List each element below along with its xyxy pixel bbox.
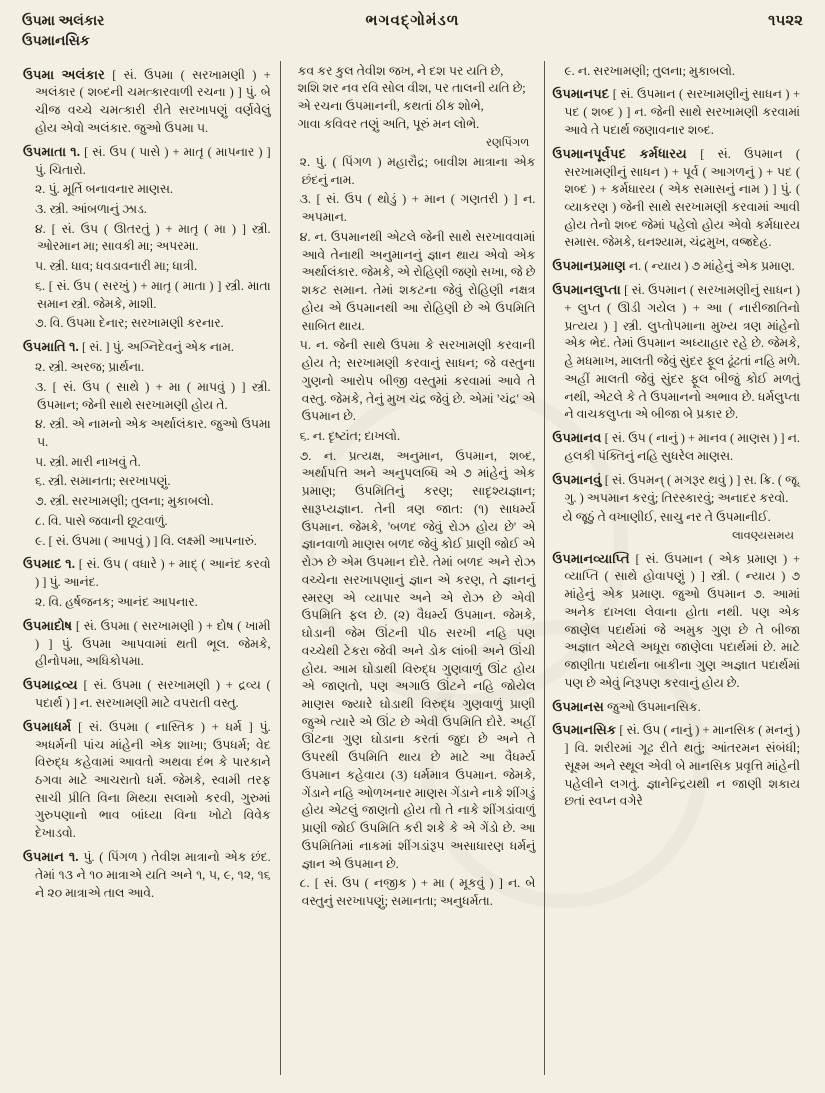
entry-text: [ સં. ઉપ ( પાસે ) + માતૃ ( માપનાર ) ] પું. ચિતારો. xyxy=(35,144,271,177)
column-2 xyxy=(280,61,545,1075)
verse-attribution: લાવણ્યસમય xyxy=(732,530,795,543)
verse xyxy=(552,509,800,527)
dictionary-entry xyxy=(23,848,271,902)
entry-text: [ સં. ઉપ ( વધારે ) + માદ્ ( આનંદ કરવો ) ] પું. આનંદ. xyxy=(35,557,271,590)
verse xyxy=(288,63,536,134)
entry-text: ૫. ન. જેની સાથે ઉપમા કે સરખામણી કરવાની હોય તે; સરખામણી કરવાનું સાધન; જે વસ્તુના ગુણનો આરોપ બીજી વસ્તુમાં કરવામાં આવે તે વસ્તુ. જેમકે, તેનું મુખ ચંદ્ર જેવું છે. એમાં 'ચંદ્ર' એ ઉપમાન છે. xyxy=(299,338,536,424)
dictionary-entry xyxy=(23,143,271,180)
verse-line: યે જૂઠું તે વખાણીઈ, સાચુ નર તે ઉપમાનીઈ. xyxy=(562,510,771,525)
entry-text: [ સં. ઉપમા ( સરખામણી ) + અલંકાર ( શબ્દની ચમત્કારવાળી રચના ) ] પું. બે ચીજ વચ્ચે ચમત્કારી રીતે સરખાપણું વર્ણવેલું હોય એવો અલંકાર. જુઓ ઉપમા ૫. xyxy=(35,67,271,135)
entry-text: [ સં. ] પું. અગ્નિદેવનું એક નામ. xyxy=(81,340,234,355)
headword: ઉપમાનવું xyxy=(552,471,602,487)
dictionary-entry xyxy=(23,555,271,592)
headword: ઉપમા અલંકાર xyxy=(23,66,105,82)
dictionary-entry xyxy=(23,617,271,671)
running-head xyxy=(22,12,366,53)
sense-paragraph xyxy=(23,221,271,256)
sense-paragraph xyxy=(288,337,536,426)
headword: ઉપમાનપ્રમાણ xyxy=(552,258,626,274)
entry-text: [ સં. ઉપમા ( સરખામણી ) + દ્રવ્ય ( પદાર્થ ) ] ન. સરખામણી માટે વપરાતી વસ્તુ. xyxy=(35,678,271,710)
entry-text: ૩. [ સં. ઉપ ( સાથે ) + મા ( માપવું ) ] સ્ત્રી. ઉપમાન; જેની સાથે સરખામણી હોય તે. xyxy=(35,379,271,412)
sense-paragraph xyxy=(23,454,271,472)
entry-text: [ સં. ઉપમાન ( સરખામણીનું સાધન ) + પદ ( શબ્દ ) ] ન. જેની સાથે સરખામણી કરવામાં આવે તે પદાર્થ જણાવનાર શબ્દ. xyxy=(564,87,801,137)
entry-text: જુઓ ઉપમાનસિક. xyxy=(607,699,701,714)
sense-paragraph xyxy=(23,493,271,511)
sense-paragraph xyxy=(288,191,536,226)
dictionary-entry xyxy=(552,721,800,811)
dictionary-entry xyxy=(552,698,800,717)
columns xyxy=(0,55,825,1085)
entry-text: પું. ( પિંગળ ) તેવીશ માત્રાનો એક છંદ. તેમાં ૧૩ ને ૧૦ માત્રાએ યતિ અને ૧, ૫, ૯, ૧૨, ૧૬ ને ૨૦ માત્રાએ તાલ આવે. xyxy=(35,849,271,900)
dictionary-entry xyxy=(552,471,800,508)
sense-paragraph xyxy=(552,63,800,81)
sense-paragraph xyxy=(288,428,536,446)
headword: ઉપમાનલુપ્તા xyxy=(552,282,621,298)
entry-text: ૫. સ્ત્રી. મારી નાખવું તે. xyxy=(35,454,141,469)
entry-text: ૮. [ સં. ઉપ ( નજીક ) + મા ( મૂકવું ) ] ન. બે વસ્તુનું સરખાપણું; સમાનતા; અનુધર્મતા. xyxy=(299,876,536,909)
sense-paragraph xyxy=(23,513,271,531)
sense-paragraph xyxy=(23,201,271,219)
entry-text: [ સં. ઉપમન્ ( મગરૂર થવું ) ] સ. ક્રિ. ( જૂ. ગુ. ) અપમાન કરવું; તિરસ્કારવું; અનાદર કરવો. xyxy=(564,472,801,505)
entry-text: ૩. સ્ત્રી. આંબળાનું ઝાડ. xyxy=(35,202,147,217)
verse-attribution: રણપિંગળ xyxy=(485,136,530,149)
entry-text: [ સં. ઉપ ( નાનું ) + માનસિક ( મનનું ) ] વિ. શરીરમાં ગૂઢ રીતે થતું; આંતરમન સંબંધી; સૂક્ષ્મ અને સ્થૂલ એવી બે માનસિક પ્રવૃત્તિ માંહેની પહેલીને લગતું. જ્ઞાનેન્દ્રિયથી ન જાણી શકાય છતાં સ્વપ્ન વગેરે xyxy=(564,723,801,809)
entry-text: ૩. [ સં. ઉપ ( થોડું ) + માન ( ગણતરી ) ] ન. અપમાન. xyxy=(299,192,536,225)
entry-text: [ સં. ઉપમા ( સરખામણી ) + દોષ ( ખામી ) ] પું. ઉપમા આપવામાં થતી ભૂલ. જેમકે, હીનોપમા, અધિકોપમા. xyxy=(35,618,271,669)
dictionary-entry xyxy=(23,66,271,138)
entry-text: ૭. વિ. ઉપમા દેનાર; સરખામણી કરનાર. xyxy=(35,316,224,331)
dictionary-entry xyxy=(552,145,800,253)
column-1 xyxy=(16,61,280,1075)
verse-line: કવ કર કુલ તેવીશ જખ, ને દશ પર યતિ છે, xyxy=(297,63,504,78)
entry-text: ૬. [ સં. ઉપ ( સરખું ) + માતૃ ( માતા ) ] સ્ત્રી. માતા સમાન સ્ત્રી. જેમકે, માશી. xyxy=(35,278,271,311)
headword: ઉપમાતા ૧. xyxy=(23,143,81,159)
dictionary-entry xyxy=(23,676,271,713)
entry-text: [ સં. ઉપ ( નાનું ) + માનવ ( માણસ ) ] ન. હલકી પંક્તિનું નહિ સુધરેલ માણસ. xyxy=(564,431,801,463)
entry-text: ૯. [ સં. ઉપમા ( આપવું ) ] વિ. લક્ષ્મી આપનારું. xyxy=(35,533,257,548)
dictionary-entry xyxy=(23,718,271,843)
entry-text: [ સં. ઉપમાન ( સરખામણીનું સાધન ) + પૂર્વ ( આગળનું ) + પદ ( શબ્દ ) + કર્મધારય ( એક સમાસનું નામ ) ] પું. ( વ્યાકરણ ) જેની સાથે સરખામણી કરવામાં આવી હોય તેનો શબ્દ જેમાં પહેલો હોય એવો કર્મધારય સમાસ. જેમકે, ઘનશ્યામ, ચંદ્રમુખ, વજ્રદેહ. xyxy=(564,146,801,250)
sense-paragraph xyxy=(288,154,536,189)
entry-text: [ સં. ઉપમાન ( એક પ્રમાણ ) + વ્યાપ્તિ ( સાથે હોવાપણું ) ] સ્ત્રી. ( ન્યાય ) ૭ માંહેનું એક પ્રમાણ. જુઓ ઉપમાન ૭. આમાં અનેક દાખલા લેવાના હોતા નથી. પણ એક જાણેલ પદાર્થમાં જે અમુક ગુણ છે તે બીજા અજ્ઞાત એટલે અધૂરા જાણેલા પદાર્થમાં છે. માટે જાણીતા પદાર્થના બાકીના ગુણ અજ્ઞાત પદાર્થમાં પણ છે એવું નિરૂપણ કરવાનું હોય છે. xyxy=(564,551,801,690)
dictionary-entry xyxy=(552,281,800,424)
sense-paragraph xyxy=(288,448,536,874)
entry-text: ૭. ન. પ્રત્યક્ષ, અનુમાન, ઉપમાન, શબ્દ, અર્થાપત્તિ અને અનુપલબ્ધિ એ ૭ માંહેનું એક પ્રમાણ; ઉપમિતિનું કરણ; સાદૃશ્યજ્ઞાન; સારૂપ્યજ્ઞાન. તેની ત્રણ જાત: (૧) સાધર્મ્ય ઉપમાન. જેમકે, 'બળદ જેવું રોઝ હોય છે' એ જ્ઞાનવાળો માણસ બળદ જેવું કોઈ પ્રાણી જોઈ એ રોઝ છે એમ ઉપમાન દોરે. તેમાં બળદ અને રોઝ વચ્ચેના સરખાપણાનું જ્ઞાન એ કરણ, તે જ્ઞાનનું સ્મરણ એ વ્યાપાર અને એ રોઝ છે એવી ઉપમિતિ ફલ છે. (૨) વૈધર્મ્ય ઉપમાન. જેમકે, ઘોડાની જેમ ઊંટની પીઠ સરખી નહિ પણ વચ્ચેથી ટેકરા જેવી અને ડોક લાંબી અને ઊંચી હોય. આમ ઘોડાથી વિરુદ્ધ ગુણવાળું ઊંટ હોય એ જાણતો, પણ અગાઉ ઊંટને નહિ જોયેલ માણસ જ્યારે ઘોડાથી વિરુદ્ધ ગુણવાળું પ્રાણી જુએ ત્યારે એ ઊંટ છે એવી ઉપમિતિ દોરે. અહીં ઊંટના ગુણ ઘોડાના કરતાં જુદા છે અને તે ઉપરથી ઉપમિતિ થાય છે માટે આ વૈધર્મ્ય ઉપમાન કહેવાય (૩) ધર્મમાત્ર ઉપમાન. જેમકે, ગેંડાને નહિ ઓળખનાર માણસ ગેંડાને નાકે શીંગડું હોય એટલું જાણતો હોય તો તે નાકે શીંગડાંવાળું પ્રાણી જોઈ ઉપમિતિ કરી શકે કે એ ગેંડો છે. આ ઉપમિતિમાં નાકમાં શીંગડાંરૂપ અસાધારણ ધર્મનું જ્ઞાન એ ઉપમાન છે. xyxy=(299,448,536,871)
headword: ઉપમાનવ xyxy=(552,430,602,446)
entry-text: [ સં. ઉપમાન ( સરખામણીનું સાધન ) + લુપ્ત ( ઊડી ગયેલ ) + આ ( નારીજાતિનો પ્રત્યય ) ] સ્ત્રી. લુપ્તોપમાના મુખ્ય ત્રણ માંહેનો એક ભેદ. તેમાં ઉપમાન અધ્યાહાર રહે છે. જેમકે, હે મધમાખ, માલતી જેવું સુંદર ફૂલ ઢૂંઢતાં નહિ મળે. અહીં માલતી જેવું સુંદર ફૂલ બીજું કોઈ મળતું નથી, એટલે કે તે ઉપમાનનો અભાવ છે. ધર્મલુપ્તા ને વાચકલુપ્તા એ બીજા બે પ્રકાર છે. xyxy=(564,283,801,422)
headword: ઉપમાનપૂર્વપદ કર્મધારય xyxy=(552,145,687,161)
headword: ઉપમાદોષ xyxy=(23,617,73,633)
sense-paragraph xyxy=(23,359,271,377)
headword: ઉપમાનવ્યાપ્તિ xyxy=(552,550,630,566)
entry-text: [ સં. ઉપમા ( નાસ્તિક ) + ધર્મ ] પું. અધર્મની પાંચ માંહેની એક શાખા; ઉપધર્મ; વેદ વિરુદ્ધ કહેવામાં આવતો અથવા દંભ કે પારકાને ઠગવા માટે આચરાતો ધર્મ. જેમકે, સ્વામી તરફ સાચી પ્રીતિ વિના મિથ્યા સલામો કરવી, ગુરુમાં ગુરુપણાનો ભાવ બાંધ્યા વિના ખોટો વિવેક દેખાડવો. xyxy=(35,719,271,841)
sense-paragraph xyxy=(23,594,271,612)
entry-text: ૪. [ સં. ઉપ ( ઊતરતું ) + માતૃ ( મા ) ] સ્ત્રી. ઓરમાન મા; સાવકી મા; અપરમા. xyxy=(35,221,271,254)
entry-text: ૬. સ્ત્રી. સમાનતા; સરખાપણું. xyxy=(35,474,171,489)
entry-text: ૨. પું. મૂર્તિ બનાવનાર માણસ. xyxy=(35,182,173,197)
entry-text: ૭. સ્ત્રી. સરખામણી; તુલના; મુકાબલો. xyxy=(35,494,214,509)
sense-paragraph xyxy=(23,315,271,333)
sense-paragraph xyxy=(23,416,271,451)
sense-paragraph xyxy=(288,229,536,335)
book-title: ભગવદ્ગોમંડળ xyxy=(365,13,460,29)
entry-text: ૪. ન. ઉપમાનથી એટલે જેની સાથે સરખાવવામાં આવે તેનાથી અનુમાનનું જ્ઞાન થાય એવો એક અર્થાલંકાર. જેમકે, એ રોહિણી જણો સખા, જે છે શકટ સમાન. તેમાં શકટના જેવું રોહિણી નક્ષત્ર હોય એ ઉપમાનથી આ રોહિણી છે એ ઉપમિતિ સાબિત થાય. xyxy=(299,229,536,333)
verse-line: શશિ શર નવ રવિ સોલ વીશ, પર તાલની યતિ છે; xyxy=(297,81,526,96)
page-header xyxy=(0,0,825,55)
sense-paragraph xyxy=(288,875,536,910)
dictionary-entry xyxy=(552,550,800,693)
entry-text: ૫. સ્ત્રી. ધાવ; ધવડાવનારી મા; ધાત્રી. xyxy=(35,259,198,274)
headword: ઉપમાનસ xyxy=(552,698,604,714)
headword: ઉપમાદ્રવ્ય xyxy=(23,677,78,693)
column-3 xyxy=(544,61,809,1075)
sense-paragraph xyxy=(23,379,271,414)
sense-paragraph xyxy=(23,181,271,199)
verse-line: ગાવા કવિવર તણું અતિ, પૂરું મન લોભે. xyxy=(297,116,480,131)
dictionary-entry xyxy=(552,85,800,139)
headword: ઉપમાન ૧. xyxy=(23,848,79,864)
entry-text: ૨. પું. ( પિંગળ ) મહારૌદ્ર; બાવીશ માત્રાના એક છંદનું નામ. xyxy=(299,154,536,187)
headword: ઉપમાધર્મ xyxy=(23,718,72,734)
entry-text: ૬. ન. દૃષ્ટાંત; દાખલો. xyxy=(299,428,401,443)
entry-text: ન. ( ન્યાય ) ૭ માંહેનું એક પ્રમાણ. xyxy=(628,259,795,274)
sense-paragraph xyxy=(23,533,271,551)
running-head-first-word: ઉપમા અલંકાર xyxy=(22,14,105,29)
entry-text: ૨. વિ. હર્ષજનક; આનંદ આપનાર. xyxy=(35,594,198,609)
page-number: ૧૫૨૨ xyxy=(768,13,803,29)
dictionary-entry xyxy=(23,338,271,357)
entry-text: ૯. ન. સરખામણી; તુલના; મુકાબલો. xyxy=(564,63,736,78)
headword: ઉપમાદ ૧. xyxy=(23,556,76,572)
sense-paragraph xyxy=(23,278,271,313)
entry-text: ૮. વિ. પાસે જવાની છૂટવાળું. xyxy=(35,513,168,528)
dictionary-entry xyxy=(552,257,800,276)
sense-paragraph xyxy=(23,258,271,276)
dictionary-entry xyxy=(552,429,800,466)
entry-text: ૪. સ્ત્રી. એ નામનો એક અર્થાલંકાર. જુઓ ઉપમા ૫. xyxy=(35,417,271,449)
headword: ઉપમાતિ ૧. xyxy=(23,339,79,355)
running-head-last-word: ઉપમાનસિક xyxy=(22,34,90,50)
headword: ઉપમાનસિક xyxy=(552,722,617,738)
sense-paragraph xyxy=(23,473,271,491)
entry-text: ૨. સ્ત્રી. અરજ; પ્રાર્થના. xyxy=(35,360,145,375)
headword: ઉપમાનપદ xyxy=(552,86,610,102)
verse-line: એ રચના ઉપમાનની, કથતાં ઠીક શોભે, xyxy=(297,99,484,114)
